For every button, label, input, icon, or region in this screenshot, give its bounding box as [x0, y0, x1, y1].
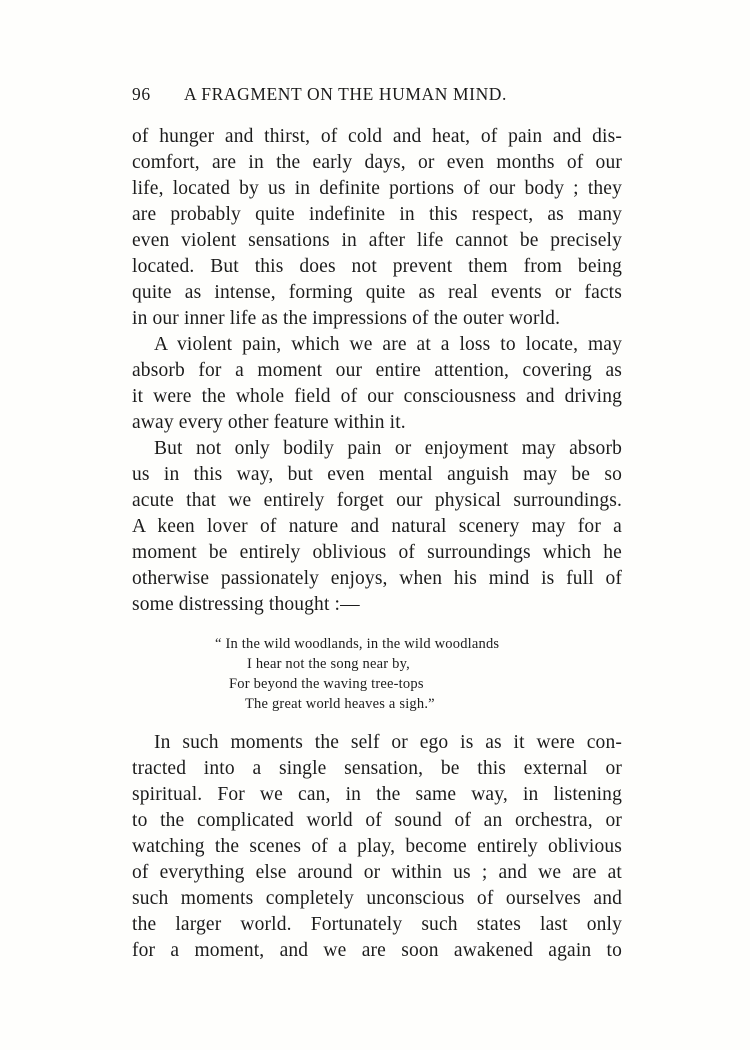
text-line: But not only bodily pain or enjoyment may absorb [154, 438, 622, 459]
text-line: in our inner life as the impressions of the outer world. [132, 308, 561, 329]
text-line: away every other feature within it. [132, 412, 406, 433]
paragraph-such-moments [132, 730, 622, 964]
text-line: are probably quite indefinite in this respect, as many [132, 204, 622, 225]
text-line: some distressing thought :— [132, 594, 360, 615]
text-line: otherwise passionately enjoys, when his mind is full of [132, 568, 622, 589]
text-line: moment be entirely oblivious of surroundings which he [132, 542, 622, 563]
text-line: the larger world. Fortunately such states last only [132, 914, 622, 935]
text-line: even violent sensations in after life cannot be precisely [132, 230, 622, 251]
paragraph-violent-pain [132, 332, 622, 436]
text-line: acute that we entirely forget our physical surroundings. [132, 490, 622, 511]
text-line: of hunger and thirst, of cold and heat, of pain and dis- [132, 126, 622, 147]
text-line: In such moments the self or ego is as it were con- [154, 732, 622, 753]
text-line: comfort, are in the early days, or even months of our [132, 152, 622, 173]
text-line: it were the whole field of our consciousness and driving [132, 386, 622, 407]
text-line: tracted into a single sensation, be this external or [132, 758, 622, 779]
text-line: life, located by us in definite portions of our body ; they [132, 178, 622, 199]
text-line: absorb for a moment our entire attention, covering as [132, 360, 622, 381]
running-head [132, 84, 632, 105]
verse-line: “ In the wild woodlands, in the wild woodlands [215, 636, 500, 652]
text-line: such moments completely unconscious of ourselves and [132, 888, 622, 909]
page-number: 96 [132, 84, 151, 104]
text-line: located. But this does not prevent them from being [132, 256, 622, 277]
verse-line: For beyond the waving tree-tops [229, 676, 424, 692]
running-title: A FRAGMENT ON THE HUMAN MIND. [184, 84, 508, 104]
text-line: us in this way, but even mental anguish may be so [132, 464, 622, 485]
paragraph-continuation [132, 124, 622, 332]
text-line: to the complicated world of sound of an orchestra, or [132, 810, 622, 831]
text-line: spiritual. For we can, in the same way, in listening [132, 784, 622, 805]
body-text-bottom [132, 730, 622, 964]
text-line: A keen lover of nature and natural scenery may for a [132, 516, 622, 537]
paragraph-mental-anguish [132, 436, 622, 618]
verse-line: I hear not the song near by, [247, 656, 410, 672]
text-line: watching the scenes of a play, become entirely oblivious [132, 836, 622, 857]
text-line: of everything else around or within us ; and we are at [132, 862, 622, 883]
body-text-top [132, 124, 622, 618]
text-line: quite as intense, forming quite as real events or facts [132, 282, 622, 303]
verse-quotation [215, 634, 499, 714]
text-line: for a moment, and we are soon awakened again to [132, 940, 622, 961]
verse-line: The great world heaves a sigh.” [245, 696, 435, 712]
text-line: A violent pain, which we are at a loss to locate, may [154, 334, 622, 355]
